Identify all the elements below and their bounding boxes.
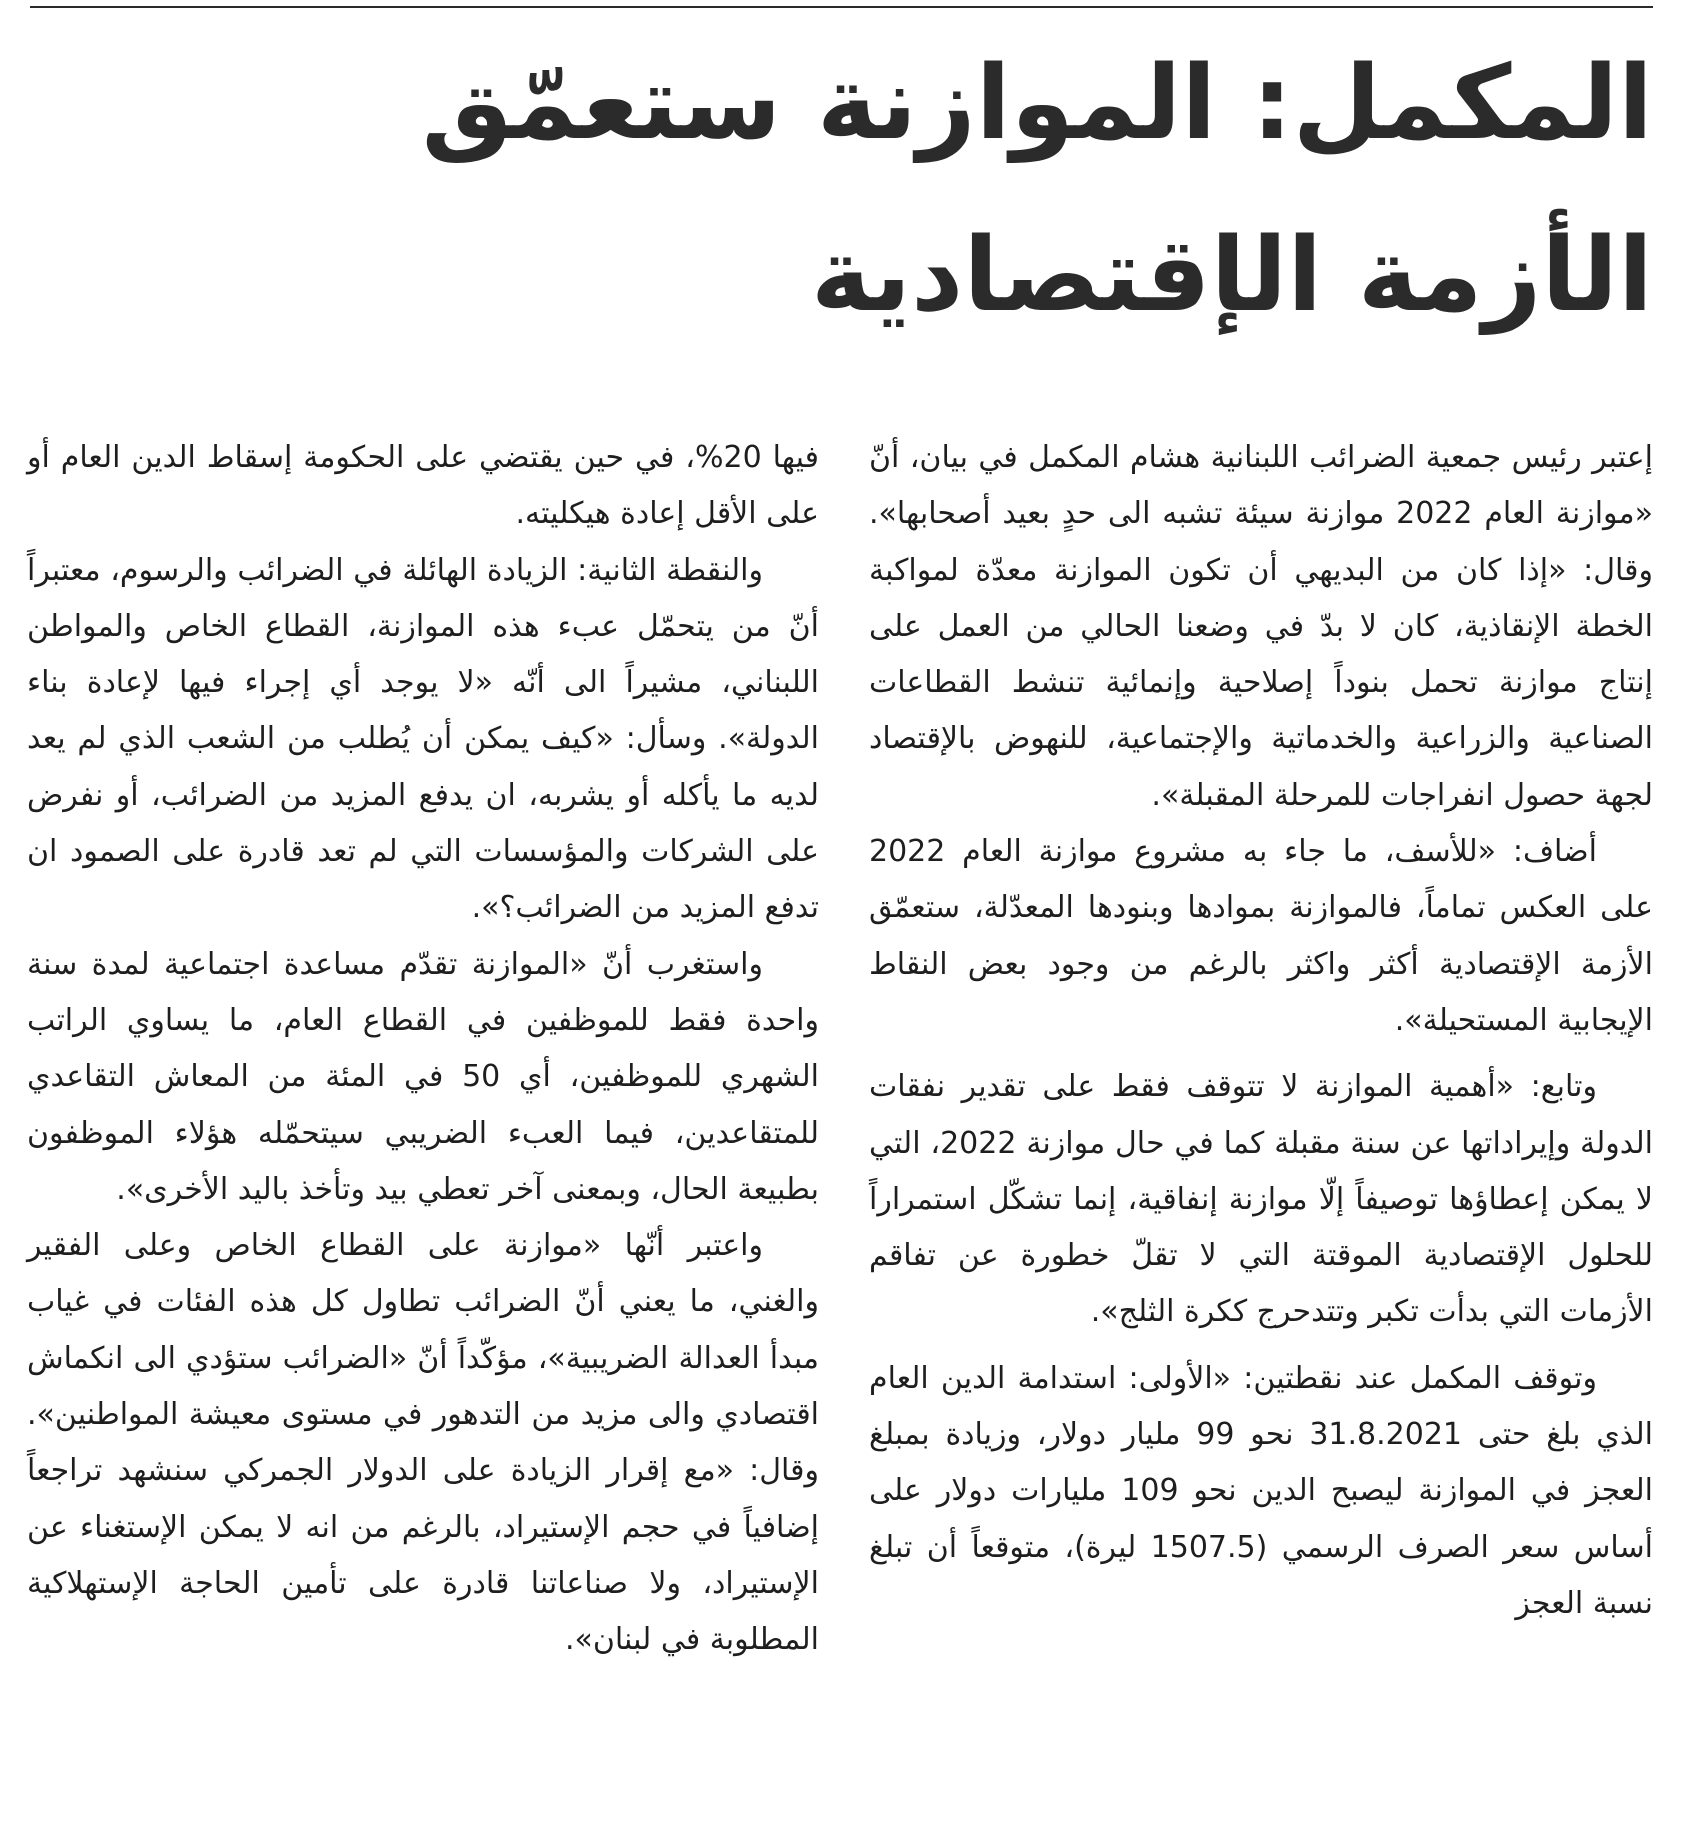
paragraph: إعتبر رئيس جمعية الضرائب اللبنانية هشام المكمل في بيان، أنّ «موازنة العام 2022 موازنة سيئة تشبه الى حدٍ بعيد أصحابها». وقال: «إذا كان من البديهي أن تكون الموازنة معدّة لمواكبة الخطة الإنقاذية، كان لا بدّ في وضعنا الحالي من العمل على إنتاج موازنة تحمل بنوداً إصلاحية وإنمائية تنشط القطاعات الصناعية والزراعية والخدماتية والإجتماعية، للنهوض بالإقتصاد لجهة حصول انفراجات للمرحلة المقبلة». bbox=[869, 440, 1653, 813]
paragraph: واستغرب أنّ «الموازنة تقدّم مساعدة اجتماعية لمدة سنة واحدة فقط للموظفين في القطاع العام، ما يساوي الراتب الشهري للموظفين، أي 50 في المئة من المعاش التقاعدي للمتقاعدين، فيما العبء الضريبي سيتحمّله هؤلاء الموظفون بطبيعة الحال، وبمعنى آخر تعطي بيد وتأخذ باليد الأخرى». bbox=[27, 946, 819, 1207]
paragraph: فيها 20%، في حين يقتضي على الحكومة إسقاط الدين العام أو على الأقل إعادة هيكليته. bbox=[27, 440, 820, 532]
paragraph: وتابع: «أهمية الموازنة لا تتوقف فقط على تقدير نفقات الدولة وإيراداتها عن سنة مقبلة كما في حال موازنة 2022، التي لا يمكن إعطاؤها توصيفاً إلّا موازنة إنفاقية، إنما تشكّل استمراراً للحلول الإقتصادية الموقتة التي لا تقلّ خطورة عن تفاقم الأزمات التي بدأت تكبر وتتدحرج ككرة الثلج». bbox=[869, 1069, 1653, 1330]
article-column-right bbox=[869, 430, 1653, 1632]
paragraph: والنقطة الثانية: الزيادة الهائلة في الضرائب والرسوم، معتبراً أنّ من يتحمّل عبء هذه الموازنة، القطاع الخاص والمواطن اللبناني، مشيراً الى أنّه «لا يوجد أي إجراء فيها لإعادة بناء الدولة». وسأل: «كيف يمكن أن يُطلب من الشعب الذي لم يعد لديه ما يأكله أو يشربه، ان يدفع المزيد من الضرائب، أو نفرض على الشركات والمؤسسات التي لم تعد قادرة على الصمود ان تدفع المزيد من الضرائب؟». bbox=[27, 552, 819, 926]
top-rule bbox=[30, 6, 1653, 8]
paragraph: أضاف: «للأسف، ما جاء به مشروع موازنة العام 2022 على العكس تماماً، فالموازنة بموادها وبنودها المعدّلة، ستعمّق الأزمة الإقتصادية أكثر واكثر بالرغم من وجود بعض النقاط الإيجابية المستحيلة». bbox=[869, 834, 1653, 1038]
article-column-left bbox=[27, 430, 819, 1669]
headline: المكمل: الموازنة ستعمّق الأزمة الإقتصادية bbox=[421, 44, 1653, 335]
paragraph: واعتبر أنّها «موازنة على القطاع الخاص وعلى الفقير والغني، ما يعني أنّ الضرائب تطاول كل هذه الفئات في غياب مبدأ العدالة الضريبية»، مؤكّداً أنّ «الضرائب ستؤدي الى انكماش اقتصادي والى مزيد من التدهور في مستوى معيشة المواطنين». وقال: «مع إقرار الزيادة على الدولار الجمركي سنشهد تراجعاً إضافياً في حجم الإستيراد، بالرغم من انه لا يمكن الإستغناء عن الإستيراد، ولا صناعاتنا قادرة على تأمين الحاجة الإستهلاكية المطلوبة في لبنان». bbox=[27, 1228, 819, 1658]
paragraph: وتوقف المكمل عند نقطتين: «الأولى: استدامة الدين العام الذي بلغ حتى 31.8.2021 نحو 99 مليار دولار، وزيادة بمبلغ العجز في الموازنة ليصبح الدين نحو 109 مليارات دولار على أساس سعر الصرف الرسمي (1507.5 ليرة)، متوقعاً أن تبلغ نسبة العجز bbox=[869, 1360, 1654, 1621]
